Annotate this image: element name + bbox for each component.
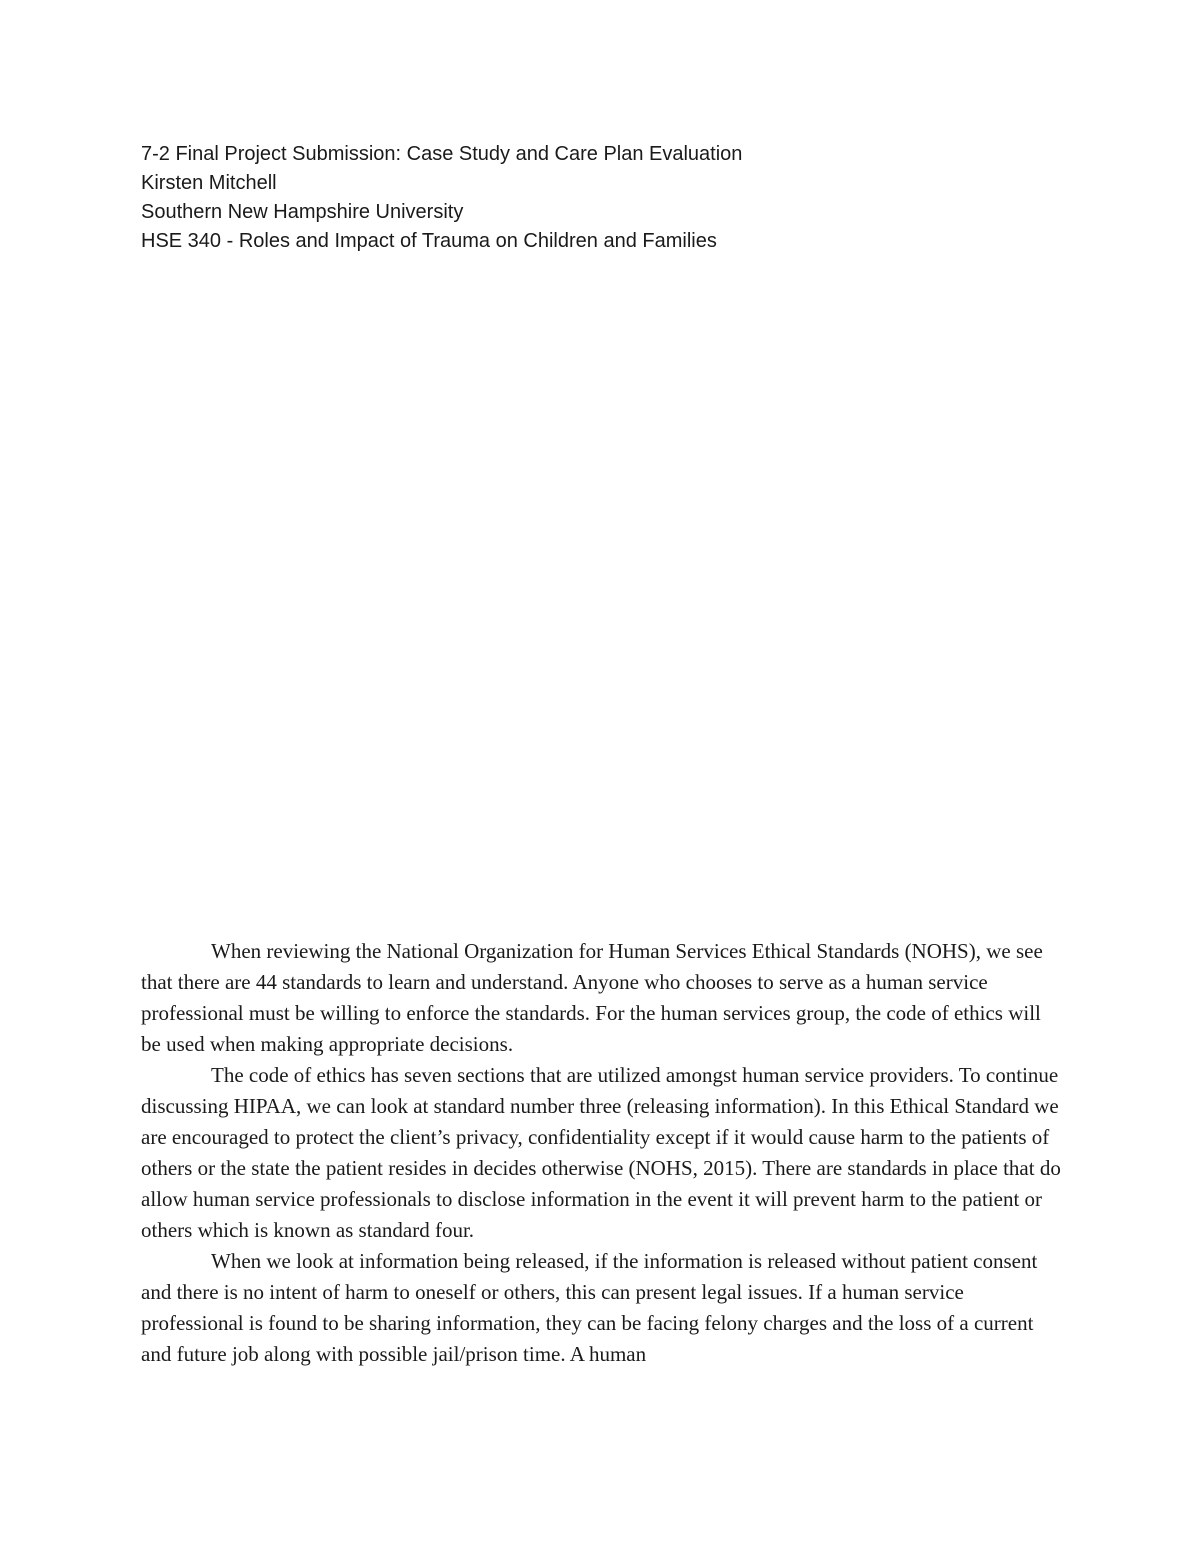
paragraph: When we look at information being released, if the information is released without patient consent and there is no intent of harm to oneself or others, this can present legal issues. If a human service professional is found to be sharing information, they can be facing felony charges and the loss of a current and future job along with possible jail/prison time. A human (141, 1249, 1038, 1366)
body-text (141, 936, 1061, 1370)
paragraph: The code of ethics has seven sections that are utilized amongst human service providers. To continue discussing HIPAA, we can look at standard number three (releasing information). In this Ethical Standard we are encouraged to protect the client’s privacy, confidentiality except if it would cause harm to the patients of others or the state the patient resides in decides otherwise (NOHS, 2015). There are standards in place that do allow human service professionals to disclose information in the event it will prevent harm to the patient or others which is known as standard four. (141, 1063, 1061, 1242)
author-name: Kirsten Mitchell (141, 172, 277, 194)
course-name: HSE 340 - Roles and Impact of Trauma on Children and Families (141, 230, 717, 252)
document-title: 7-2 Final Project Submission: Case Study and Care Plan Evaluation (141, 143, 743, 165)
paragraph: When reviewing the National Organization for Human Services Ethical Standards (NOHS), we see that there are 44 standards to learn and understand. Anyone who chooses to serve as a human service professional must be willing to enforce the standards. For the human services group, the code of ethics will be used when making appropriate decisions. (141, 939, 1043, 1056)
title-block (141, 140, 1101, 256)
institution-name: Southern New Hampshire University (141, 201, 464, 223)
